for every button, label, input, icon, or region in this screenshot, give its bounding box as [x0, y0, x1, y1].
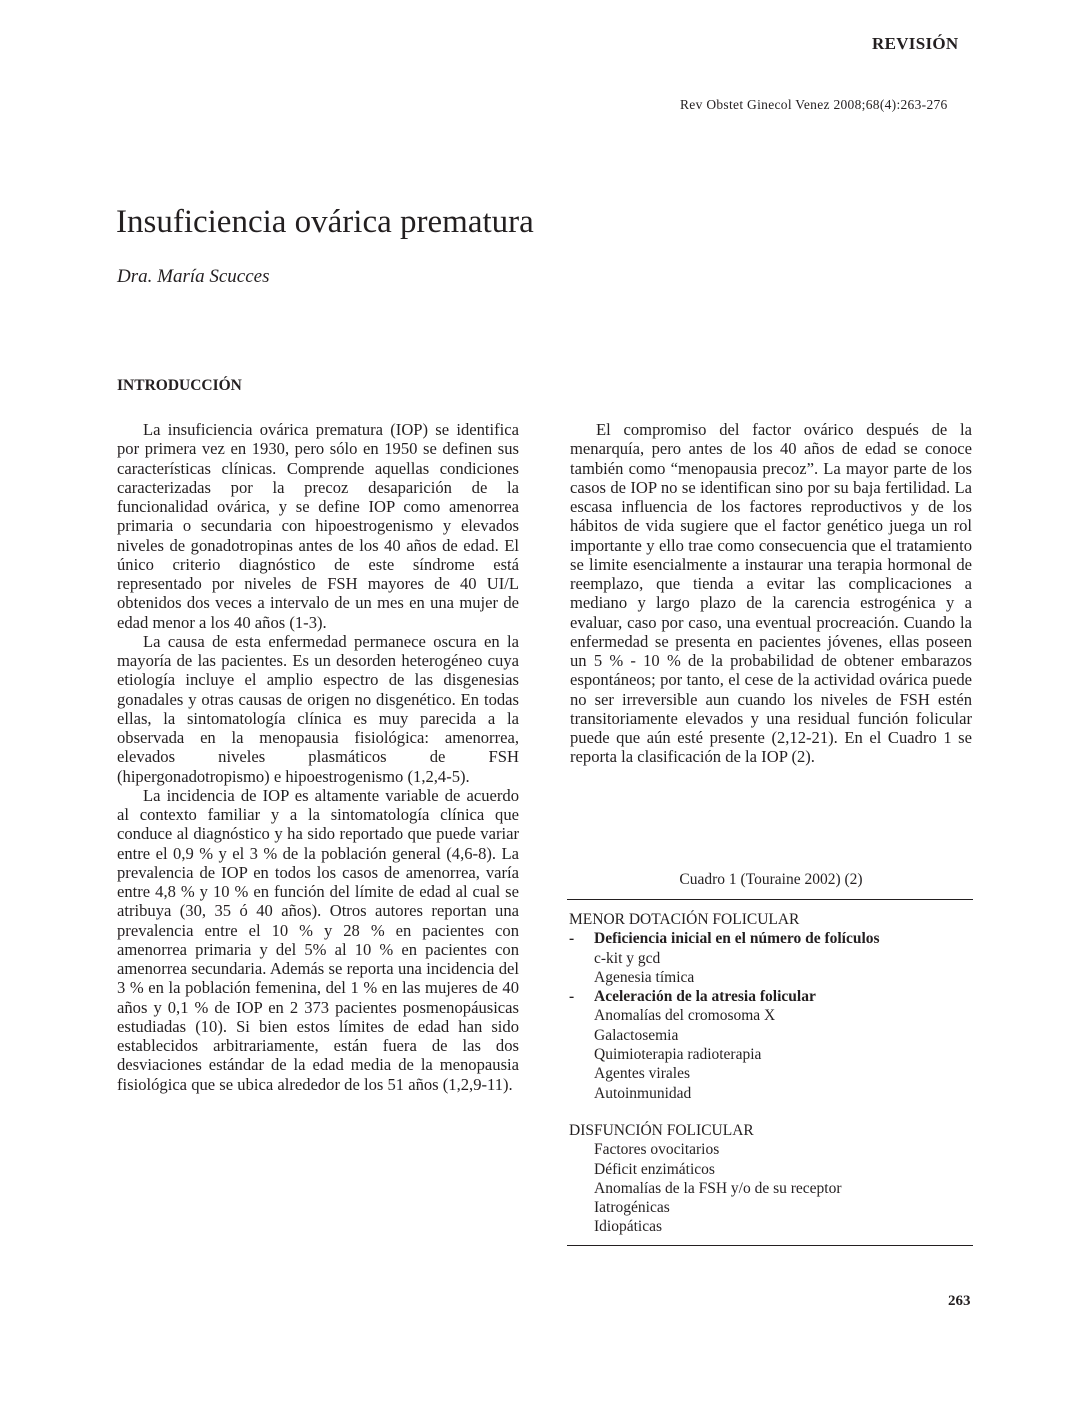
table-item: Déficit enzimáticos: [594, 1160, 715, 1178]
table-item: Idiopáticas: [594, 1218, 663, 1236]
table-rule-top: [567, 899, 973, 900]
paragraph: La causa de esta enfermedad permanece oscura en la mayoría de las pacientes. Es un desorden heterogéneo cuya etiología incluye el amplio espectro de las disgenesias gonadales y otras causas de origen no disgenético. En todas ellas, la sintomatología clínica es muy parecida a la observada en la menopausia fisiológica: amenorrea, elevados niveles plasmáticos de FSH (hipergonadotropismo) e hipoestrogenismo (1,2,4-5).: [117, 631, 519, 786]
table-group-heading: DISFUNCIÓN FOLICULAR: [569, 1121, 754, 1139]
table-item: Factores ovocitarios: [594, 1141, 720, 1159]
paragraph: La insuficiencia ovárica prematura (IOP) se identifica por primera vez en 1930, pero sólo en 1950 se definen sus características clínicas. Comprende aquellas condiciones caracterizadas por la precoz desaparición de la funcionalidad ovárica, y se define IOP como amenorrea primaria o secundaria con hipoestrogenismo y elevados niveles de gonadotropinas antes de los 40 años de edad. El único criterio diagnóstico de este síndrome está representado por niveles de FSH mayores de 40 UI/L obtenidos dos veces a intervalo de un mes en una mujer de edad menor a los 40 años (1-3).: [117, 420, 519, 632]
paragraph: La incidencia de IOP es altamente variable de acuerdo al contexto familiar y a la sintomatología clínica que conduce al diagnóstico y ha sido reportado que puede variar entre el 0,9 % y el 3 % de la población general (4,6-8). La prevalencia de IOP en todos los casos de amenorrea, varía entre 4,8 % y 10 % en función del límite de edad al cual se atribuya (30, 35 ó 40 años). Otros autores reportan una prevalencia entre el 10 % y 28 % en pacientes con amenorrea primaria y del 5% al 10 % en pacientes con amenorrea secundaria. Además se reporta una incidencia del 3 % en la población femenina, del 1 % en las mujeres de 40 años y 0,1 % de IOP en 2 373 pacientes posmenopáusicas estudiadas (10). Si bien estos límites de edad han sido establecidos arbitrariamente, están fuera de las dos desviaciones estándar de la edad media de la menopausia fisiológica que se ubica alrededor de los 51 años (1,2,9-11).: [117, 785, 519, 1094]
table-item: Anomalías del cromosoma X: [594, 1007, 776, 1025]
paragraph: El compromiso del factor ovárico después de la menarquía, pero antes de los 40 años de edad se conoce también como “menopausia precoz”. La mayor parte de los casos de IOP no se identifican sino por su baja fertilidad. La escasa influencia de los factores reproductivos y de los hábitos de vida sugiere que el factor genético juega un rol importante y ello trae como consecuencia que el tratamiento se limite esencialmente a instaurar una terapia hormonal de reemplazo, que tienda a evitar las complicaciones a mediano y largo plazo de la carencia estrogénica y a evaluar, caso por caso, una eventual procreación. Cuando la enfermedad se presenta en pacientes jóvenes, ellas poseen un 5 % - 10 % de la probabilidad de obtener embarazos espontáneos; por tanto, el cese de la actividad ovárica puede no ser irreversible aun cuando los niveles de FSH estén transitoriamente elevados y una residual función folicular puede que aún esté presente (2,12-21). En el Cuadro 1 se reporta la clasificación de la IOP (2).: [570, 420, 972, 767]
table-item: Galactosemia: [594, 1026, 679, 1044]
journal-citation: Rev Obstet Ginecol Venez 2008;68(4):263-276: [680, 97, 948, 112]
table-item: c-kit y gcd: [594, 949, 661, 967]
table-item: Agenesia tímica: [594, 968, 695, 986]
table-item: Agentes virales: [594, 1065, 690, 1083]
article-title: Insuficiencia ovárica prematura: [116, 204, 534, 240]
table-subheading-label: Aceleración de la atresia folicular: [594, 988, 816, 1006]
page-number: 263: [948, 1293, 971, 1309]
classification-table: [569, 910, 973, 1237]
section-label: REVISIÓN: [872, 34, 959, 53]
table-subheading: [569, 929, 973, 948]
table-item: Iatrogénicas: [594, 1199, 670, 1217]
table-subheading: [569, 987, 973, 1006]
table-rule-bottom: [567, 1245, 973, 1246]
right-column: [570, 420, 972, 767]
section-heading-introduccion: INTRODUCCIÓN: [117, 377, 242, 394]
bullet-dash: -: [569, 988, 575, 1006]
article-author: Dra. María Scucces: [117, 266, 270, 287]
table-group-heading: MENOR DOTACIÓN FOLICULAR: [569, 911, 800, 928]
table-spacer: [569, 1103, 973, 1121]
table-subheading-label: Deficiencia inicial en el número de folículos: [594, 930, 880, 948]
table-caption: Cuadro 1 (Touraine 2002) (2): [679, 871, 863, 888]
left-column: [117, 420, 519, 1094]
table-item: Autoinmunidad: [594, 1084, 692, 1102]
table-item: Anomalías de la FSH y/o de su receptor: [594, 1179, 842, 1197]
bullet-dash: -: [569, 930, 575, 948]
table-item: Quimioterapia radioterapia: [594, 1046, 762, 1064]
